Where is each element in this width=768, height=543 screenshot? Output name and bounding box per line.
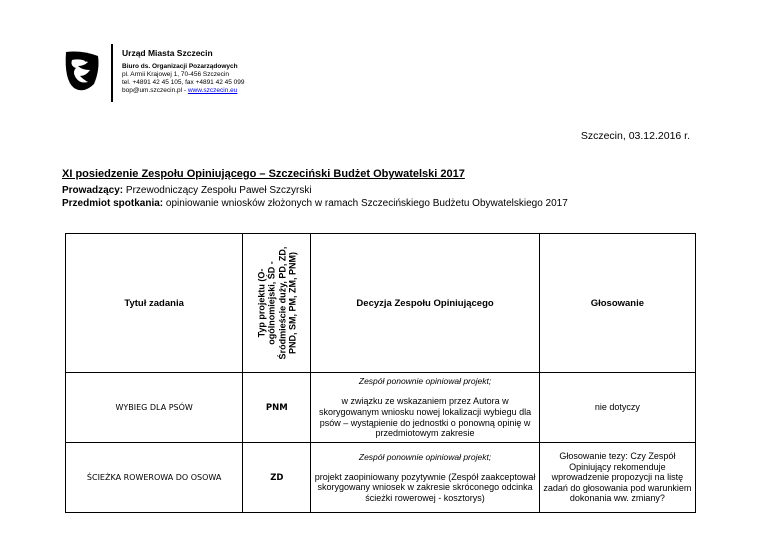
opinions-table [65, 233, 696, 513]
decision-cell [311, 443, 539, 513]
task-title: ŚCIEŻKA ROWEROWA DO OSOWA [66, 443, 243, 513]
organization-name: Urząd Miasta Szczecin [122, 48, 213, 58]
meeting-meta [62, 185, 568, 210]
decision-head: Zespół ponownie opiniował projekt; [358, 376, 492, 387]
address: pl. Armii Krajowej 1, 70-456 Szczecin [122, 70, 229, 78]
decision-body: w związku ze wskazaniem przez Autora w skorygowanym wniosku nowej lokalizacji wybiegu dla psów – wystąpienie do jednostki o ponowną opinię w przedmiotowym zakresie [319, 396, 532, 439]
table-header-row [66, 234, 696, 373]
document-title: XI posiedzenie Zespołu Opiniującego – Szczeciński Budżet Obywatelski 2017 [62, 168, 465, 180]
vote-result: nie dotyczy [539, 373, 695, 443]
subject-value: opiniowanie wniosków złożonych w ramach Szczecińskiego Budżetu Obywatelskiego 2017 [163, 197, 568, 209]
chair-value: Przewodniczący Zespołu Paweł Szczyrski [123, 185, 312, 196]
website-link[interactable]: www.szczecin.eu [187, 87, 238, 94]
header-project-type-label: Typ projektu (O- ogólnomiejski, ŚD - Śródmieście duży, PD, ZD, PND, SM, PM, ZM, PNM) [256, 246, 298, 360]
document-date: Szczecin, 03.12.2016 r. [580, 130, 690, 142]
header-project-type [243, 234, 311, 373]
header-task-title: Tytuł zadania [66, 234, 243, 373]
letterhead [122, 48, 245, 95]
szczecin-griffin-logo-icon [62, 50, 102, 94]
decision-head: Zespół ponownie opiniował projekt; [358, 451, 492, 462]
project-type: PNM [243, 373, 311, 443]
subject-label: Przedmiot spotkania: [62, 197, 164, 209]
email-address: bop@um.szczecin.pl [122, 87, 183, 94]
decision-body: projekt zaopiniowany pozytywnie (Zespół zaakceptował skorygowany wniosek w zakresie skróconego odcinka ścieżki rowerowej - kosztorys) [314, 471, 536, 503]
chair-line [62, 185, 568, 198]
vote-result: Głosowanie tezy: Czy Zespół Opiniujący rekomenduje wprowadzenie propozycji na listę zadań do głosowania pod warunkiem dokonania ww. zmiany? [539, 443, 695, 513]
header-decision: Decyzja Zespołu Opiniującego [311, 234, 539, 373]
chair-label: Prowadzący: [62, 185, 124, 196]
contact-separator: - [182, 87, 188, 94]
department-name: Biuro ds. Organizacji Pozarządowych [122, 62, 238, 70]
decision-cell [311, 373, 539, 443]
contact-line [122, 87, 245, 95]
project-type: ZD [243, 443, 311, 513]
task-title: WYBIEG DLA PSÓW [66, 373, 243, 443]
header-vote: Głosowanie [539, 234, 695, 373]
table-row [66, 443, 696, 513]
phone-fax: tel. +4891 42 45 105, fax +4891 42 45 099 [122, 78, 245, 86]
subject-line [62, 198, 568, 211]
table-row [66, 373, 696, 443]
letterhead-divider [111, 44, 113, 102]
